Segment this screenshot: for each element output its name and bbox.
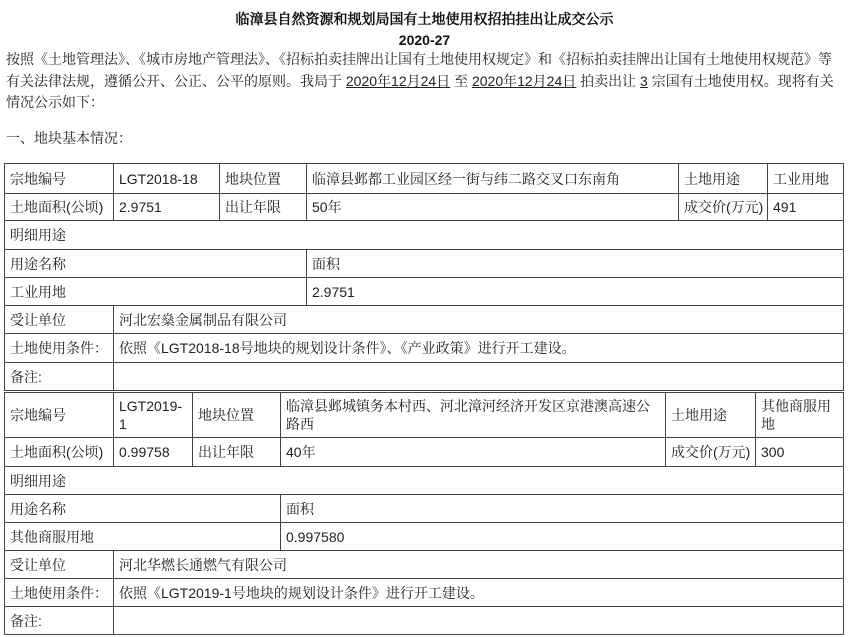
parcel-header-row [5,164,844,194]
land-use-value: 其他商服用地 [756,393,844,438]
term-label: 出让年限 [220,194,307,221]
remarks-value [114,363,844,391]
assignee-value: 河北华燃长通燃气有限公司 [114,551,844,579]
conditions-value: 依照《LGT2018-18号地块的规划设计条件》、《产业政策》进行开工建设。 [114,334,844,363]
intro-text-after: 宗国有土地使用权。现将有关情况公示如下： [6,72,834,110]
detail-use-heading-row [5,221,844,250]
conditions-row [5,579,844,607]
detail-use-row [5,523,844,551]
section-heading: 一、地块基本情况： [6,130,132,146]
parcel-table-2 [4,392,844,635]
parcel-no-label: 宗地编号 [5,393,114,438]
use-name-value: 工业用地 [5,278,307,306]
parcel-table-1 [4,163,844,391]
term-label: 出让年限 [193,438,281,467]
area-label: 土地面积(公顷) [5,194,114,221]
location-value: 临漳县邺都工业园区经一街与纬二路交叉口东南角 [307,164,679,194]
page-title: 临漳县自然资源和规划局国有土地使用权招拍挂出让成交公示 [235,11,614,27]
detail-use-heading: 明细用途 [5,221,844,250]
use-name-header: 用途名称 [5,250,307,278]
remarks-label: 备注: [5,607,114,635]
area-label: 土地面积(公顷) [5,438,114,467]
detail-use-header-row [5,495,844,523]
remarks-row [5,607,844,635]
parcel-count: 3 [640,72,648,89]
parcel-area-row [5,438,844,467]
location-value: 临漳县邺城镇务本村西、河北漳河经济开发区京港澳高速公路西 [281,393,666,438]
term-value: 40年 [281,438,666,467]
parcel-no-label: 宗地编号 [5,164,114,194]
price-value: 300 [756,438,844,467]
assignee-label: 受让单位 [5,306,114,334]
start-date: 2020年12月24日 [345,72,451,89]
area-value: 2.9751 [114,194,220,221]
end-date: 2020年12月24日 [471,72,577,89]
intro-to: 至 [454,72,469,89]
detail-use-row [5,278,844,306]
conditions-label: 土地使用条件： [5,579,114,607]
price-label: 成交价(万元) [679,194,768,221]
use-area-header: 面积 [281,495,844,523]
land-use-label: 土地用途 [679,164,768,194]
remarks-label: 备注: [5,363,114,391]
conditions-value: 依照《LGT2019-1号地块的规划设计条件》进行开工建设。 [114,579,844,607]
location-label: 地块位置 [220,164,307,194]
remarks-row [5,363,844,391]
area-value: 0.99758 [114,438,193,467]
detail-use-heading-row [5,467,844,495]
assignee-label: 受让单位 [5,551,114,579]
intro-text-before: 按照《土地管理法》、《城市房地产管理法》、《招标拍卖挂牌出让国有土地使用权规定》和《招标拍卖挂牌出让国有土地使用权规范》等有关法律法规，遵循公开、公正、公平的原则。我局于 [6,51,832,89]
parcel-header-row [5,393,844,438]
page-subtitle: 2020-27 [398,32,451,48]
price-value: 491 [768,194,844,221]
detail-use-header-row [5,250,844,278]
parcel-no-value: LGT2019-1 [114,393,193,438]
use-name-header: 用途名称 [5,495,281,523]
conditions-label: 土地使用条件： [5,334,114,363]
use-area-value: 2.9751 [307,278,844,306]
parcel-area-row [5,194,844,221]
parcel-no-value: LGT2018-18 [114,164,220,194]
assignee-row [5,306,844,334]
price-label: 成交价(万元) [666,438,756,467]
intro-paragraph [6,49,844,114]
remarks-value [114,607,844,635]
term-value: 50年 [307,194,679,221]
assignee-row [5,551,844,579]
use-area-header: 面积 [307,250,844,278]
use-area-value: 0.997580 [281,523,844,551]
intro-action: 拍卖出让 [580,72,637,89]
use-name-value: 其他商服用地 [5,523,281,551]
land-use-value: 工业用地 [768,164,844,194]
land-use-label: 土地用途 [666,393,756,438]
assignee-value: 河北宏燊金属制品有限公司 [114,306,844,334]
detail-use-heading: 明细用途 [5,467,844,495]
conditions-row [5,334,844,363]
location-label: 地块位置 [193,393,281,438]
